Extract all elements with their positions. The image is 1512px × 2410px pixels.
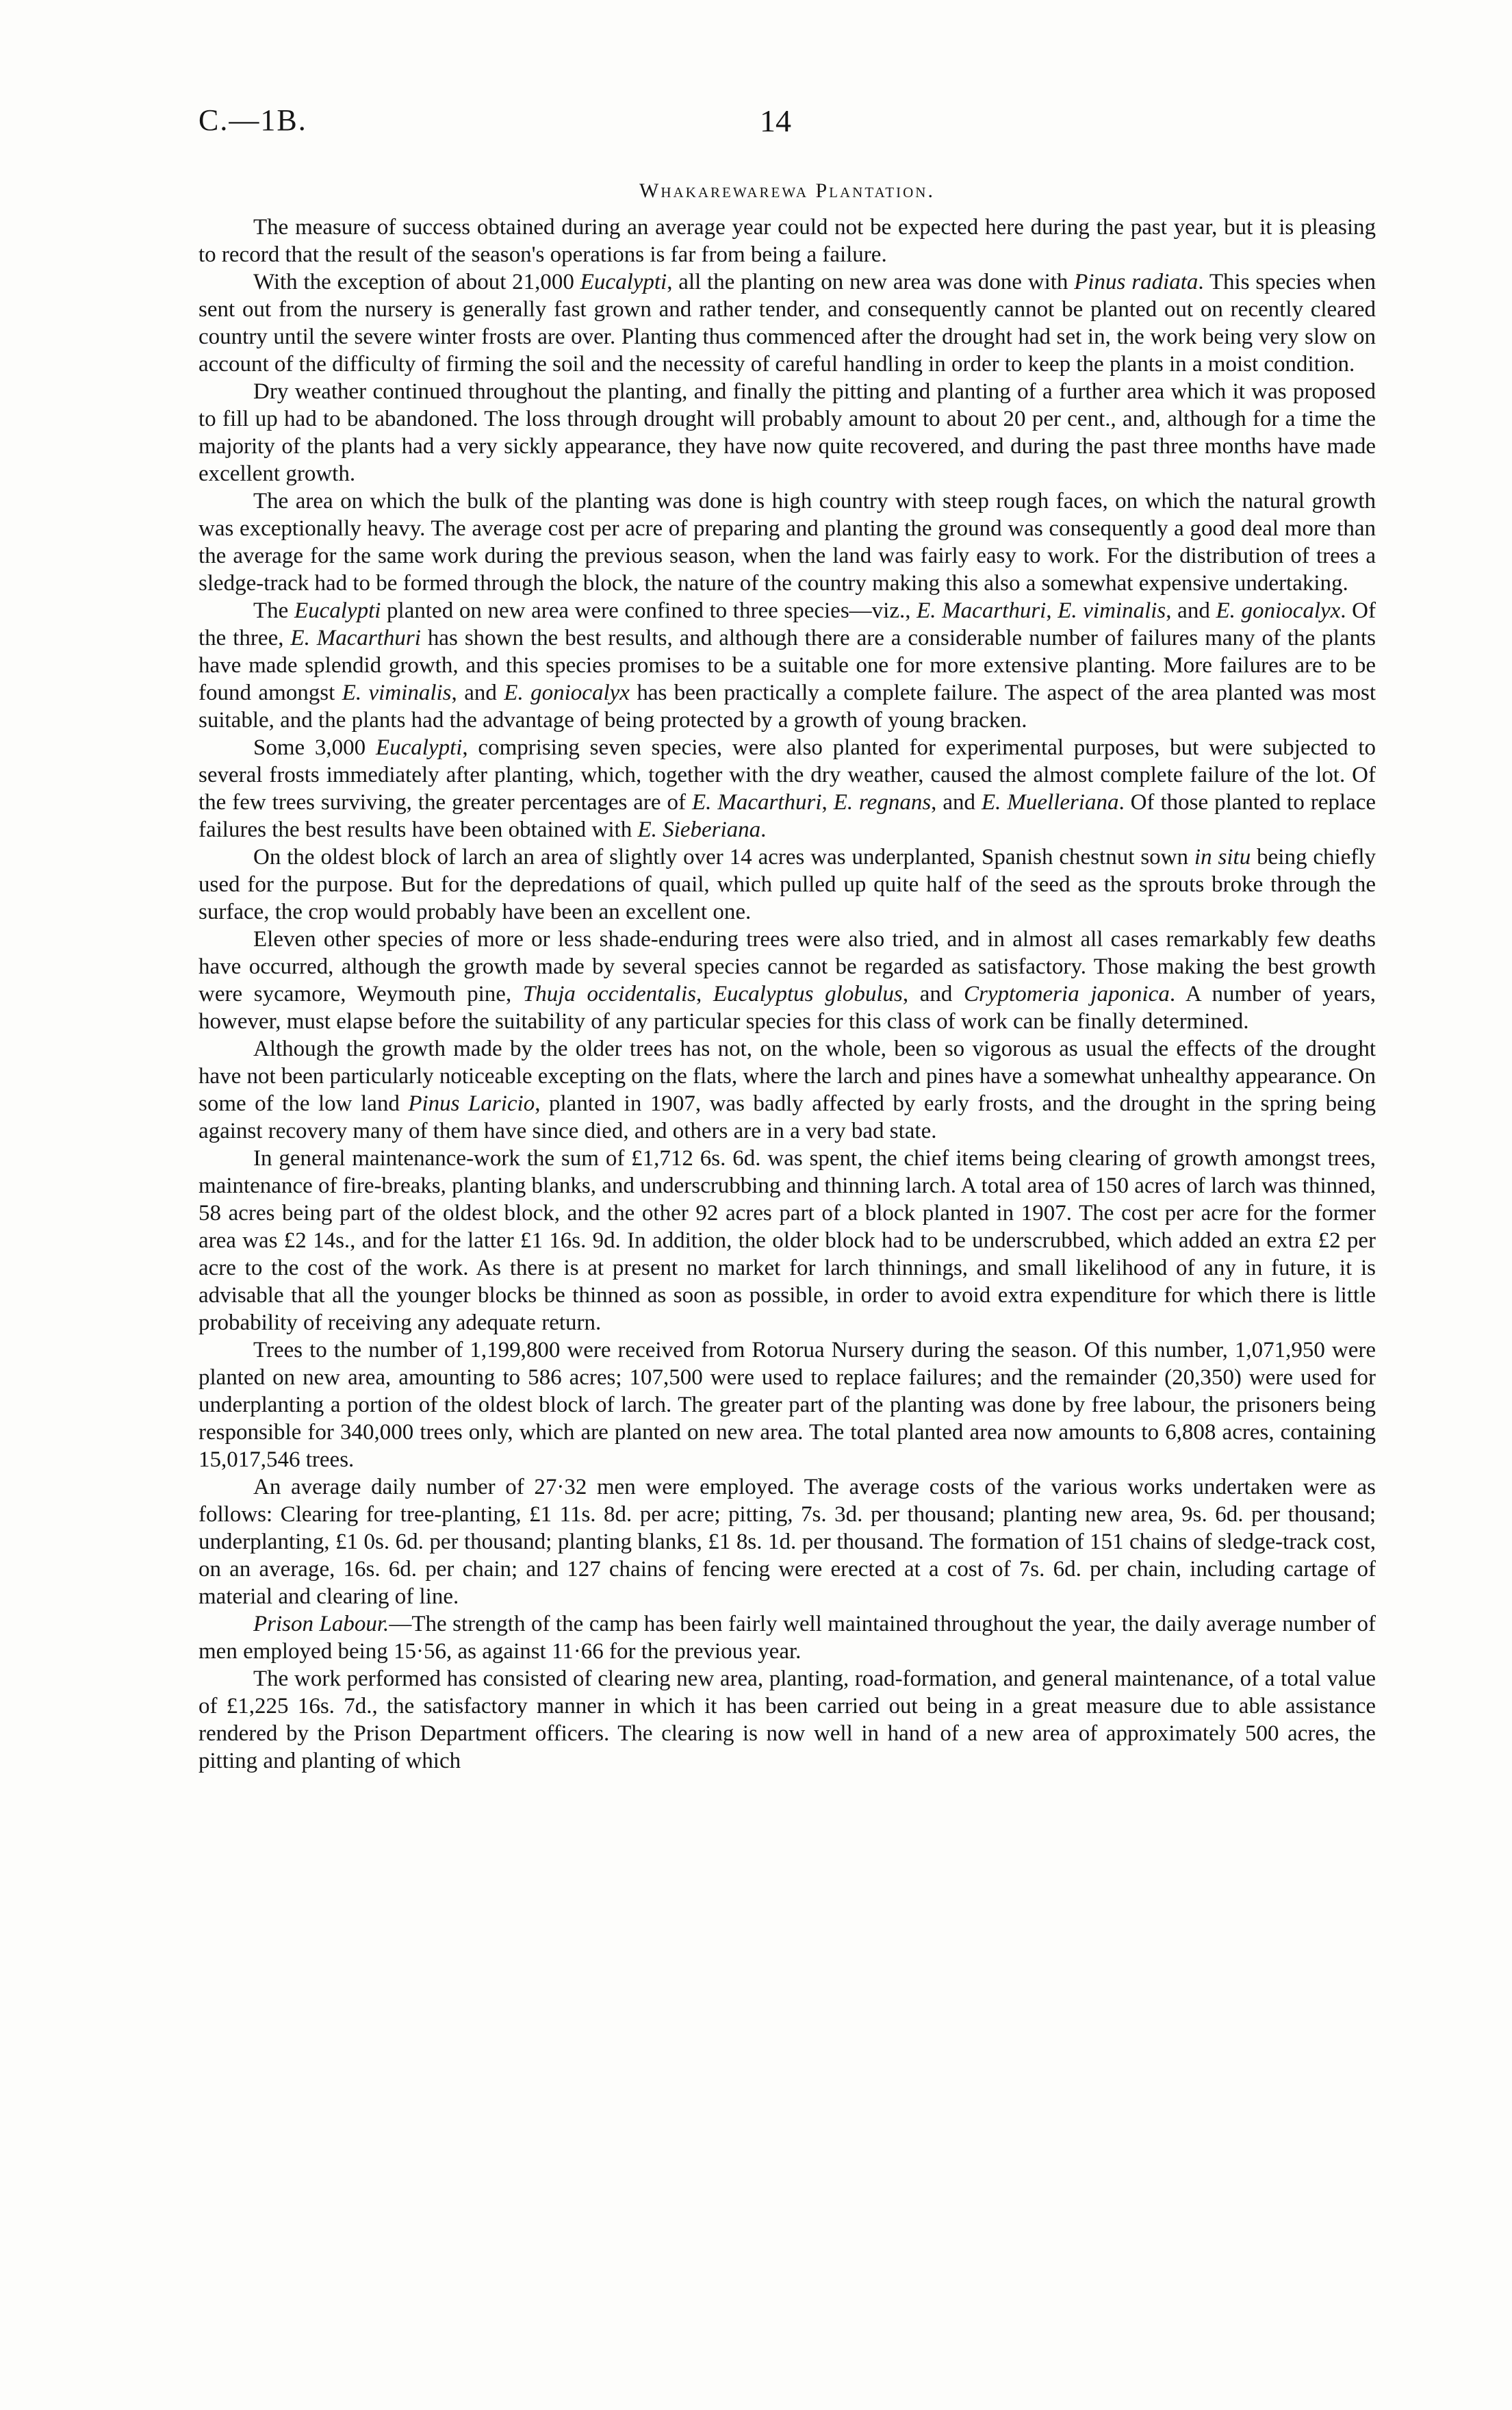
document-reference: C.—1B. bbox=[198, 103, 307, 137]
italic-term: E. Muelleriana bbox=[981, 790, 1119, 815]
italic-term: E. regnans bbox=[833, 790, 932, 815]
italic-term: E. Macarthuri bbox=[691, 790, 822, 815]
paragraph: With the exception of about 21,000 Eucalypti, all the planting on new area was done with Pinus radiata. This species when sent out from the nursery is generally fast grown and rather tender, and consequently cannot be planted out on recently cleared country until the severe winter frosts are over. Planting thus commenced after the drought had set in, the work being very slow on account of the difficulty of firming the soil and the necessity of careful handling in order to keep the plants in a moist condition. bbox=[198, 270, 1376, 377]
italic-term: Thuja occidentalis bbox=[522, 982, 696, 1006]
italic-term: Eucalyptus globulus bbox=[713, 982, 903, 1006]
paragraph: Trees to the number of 1,199,800 were received from Rotorua Nursery during the season. Of this number, 1,071,950 were planted on new area, amounting to 586 acres; 107,500 were used to replace failures; and the remainder (20,350) were used for underplanting a portion of the oldest block of larch. The greater part of the planting was done by free labour, the prisoners being responsible for 340,000 trees only, which are planted on new area. The total planted area now amounts to 6,808 acres, containing 15,017,546 trees. bbox=[198, 1338, 1376, 1472]
paragraph: Eleven other species of more or less shade-enduring trees were also tried, and in almost all cases remarkably few deaths have occurred, although the growth made by several species cannot be regarded as satisfactory. Those making the best growth were sycamore, Weymouth pine, Thuja occidentalis, Eucalyptus globulus, and Cryptomeria japonica. A number of years, however, must elapse before the suitability of any particular species for this class of work can be finally determined. bbox=[198, 927, 1376, 1034]
paragraph: Dry weather continued throughout the planting, and finally the pitting and planting of a further area which it was proposed to fill up had to be abandoned. The loss through drought will probably amount to about 20 per cent., and, although for a time the majority of the plants had a very sickly appearance, they have now quite recovered, and during the past three months have made excellent growth. bbox=[198, 379, 1376, 486]
paragraph: On the oldest block of larch an area of slightly over 14 acres was underplanted, Spanish chestnut sown in situ being chiefly used for the purpose. But for the depredations of quail, which pulled up quite half of the seed as the sprouts broke through the surface, the crop would probably have been an excellent one. bbox=[198, 845, 1376, 924]
page-number: 14 bbox=[760, 103, 791, 138]
italic-term: E. Macarthuri bbox=[290, 626, 421, 650]
paragraph: An average daily number of 27·32 men were employed. The average costs of the various works undertaken were as follows: Clearing for tree-planting, £1 11s. 8d. per acre; pitting, 7s. 3d. per thousand; planting new area, 9s. 6d. per thousand; underplanting, £1 0s. 6d. per thousand; planting blanks, £1 8s. 1d. per thousand. The formation of 151 chains of sledge-track cost, on an average, 16s. 6d. per chain; and 127 chains of fencing were erected at a cost of 7s. 6d. per chain, including cartage of material and clearing of line. bbox=[198, 1475, 1376, 1609]
paragraph: Some 3,000 Eucalypti, comprising seven species, were also planted for experimental purposes, but were subjected to several frosts immediately after planting, which, together with the dry weather, caused the almost complete failure of the lot. Of the few trees surviving, the greater percentages are of E. Macarthuri, E. regnans, and E. Muelleriana. Of those planted to replace failures the best results have been obtained with E. Sieberiana. bbox=[198, 735, 1376, 842]
body-text bbox=[198, 214, 1376, 1775]
italic-term: Pinus radiata bbox=[1074, 270, 1199, 294]
italic-term: E. goniocalyx bbox=[504, 681, 630, 705]
italic-term: Pinus Laricio bbox=[408, 1091, 535, 1116]
paragraph: The area on which the bulk of the planting was done is high country with steep rough faces, on which the natural growth was exceptionally heavy. The average cost per acre of preparing and planting the ground was consequently a good deal more than the average for the same work during the previous season, when the land was fairly easy to work. For the distribution of trees a sledge-track had to be formed through the block, the nature of the country making this also a somewhat expensive undertaking. bbox=[198, 489, 1376, 596]
italic-term: Eucalypti bbox=[375, 735, 463, 760]
section-title: Whakarewarewa Plantation. bbox=[639, 179, 935, 202]
italic-term: Cryptomeria japonica bbox=[964, 982, 1170, 1006]
paragraph: In general maintenance-work the sum of £1,712 6s. 6d. was spent, the chief items being clearing of growth amongst trees, maintenance of fire-breaks, planting blanks, and underscrubbing and thinning larch. A total area of 150 acres of larch was thinned, 58 acres being part of the oldest block, and the other 92 acres part of a block planted in 1907. The cost per acre for the former area was £2 14s., and for the latter £1 16s. 9d. In addition, the older block had to be underscrubbed, which added an extra £2 per acre to the cost of the work. As there is at present no market for larch thinnings, and small likelihood of any in future, it is advisable that all the younger blocks be thinned as soon as possible, in order to avoid extra expenditure for which there is little probability of receiving any adequate return. bbox=[198, 1146, 1376, 1335]
italic-term: E. viminalis bbox=[1058, 598, 1166, 623]
italic-term: Eucalypti bbox=[580, 270, 667, 294]
italic-term: E. viminalis bbox=[342, 681, 452, 705]
page-header bbox=[198, 103, 1376, 151]
paragraph: Prison Labour.—The strength of the camp has been fairly well maintained throughout the year, the daily average number of men employed being 15·56, as against 11·66 for the previous year. bbox=[198, 1612, 1376, 1664]
italic-term: E. Sieberiana bbox=[637, 817, 761, 842]
italic-term: E. Macarthuri bbox=[917, 598, 1047, 623]
paragraph: Although the growth made by the older trees has not, on the whole, been so vigorous as usual the effects of the drought have not been particularly noticeable excepting on the flats, where the larch and pines have a somewhat unhealthy appearance. On some of the low land Pinus Laricio, planted in 1907, was badly affected by early frosts, and the drought in the spring being against recovery many of them have since died, and others are in a very bad state. bbox=[198, 1037, 1376, 1143]
italic-term: Eucalypti bbox=[294, 598, 381, 623]
italic-term: E. goniocalyx bbox=[1216, 598, 1341, 623]
paragraph: The work performed has consisted of clearing new area, planting, road-formation, and general maintenance, of a total value of £1,225 16s. 7d., the satisfactory manner in which it has been carried out being in a great measure due to able assistance rendered by the Prison Department officers. The clearing is now well in hand of a new area of approximately 500 acres, the pitting and planting of which bbox=[198, 1666, 1376, 1773]
paragraph: The Eucalypti planted on new area were confined to three species—viz., E. Macarthuri, E. viminalis, and E. goniocalyx. Of the three, E. Macarthuri has shown the best results, and although there are a considerable number of failures many of the plants have made splendid growth, and this species promises to be a suitable one for more extensive planting. More failures are to be found amongst E. viminalis, and E. goniocalyx has been practically a complete failure. The aspect of the area planted was most suitable, and the plants had the advantage of being protected by a growth of young bracken. bbox=[198, 598, 1376, 733]
paragraph: The measure of success obtained during an average year could not be expected here during the past year, but it is pleasing to record that the result of the season's operations is far from being a failure. bbox=[198, 215, 1376, 267]
italic-term: Prison Labour. bbox=[253, 1612, 389, 1636]
italic-term: in situ bbox=[1194, 845, 1251, 870]
